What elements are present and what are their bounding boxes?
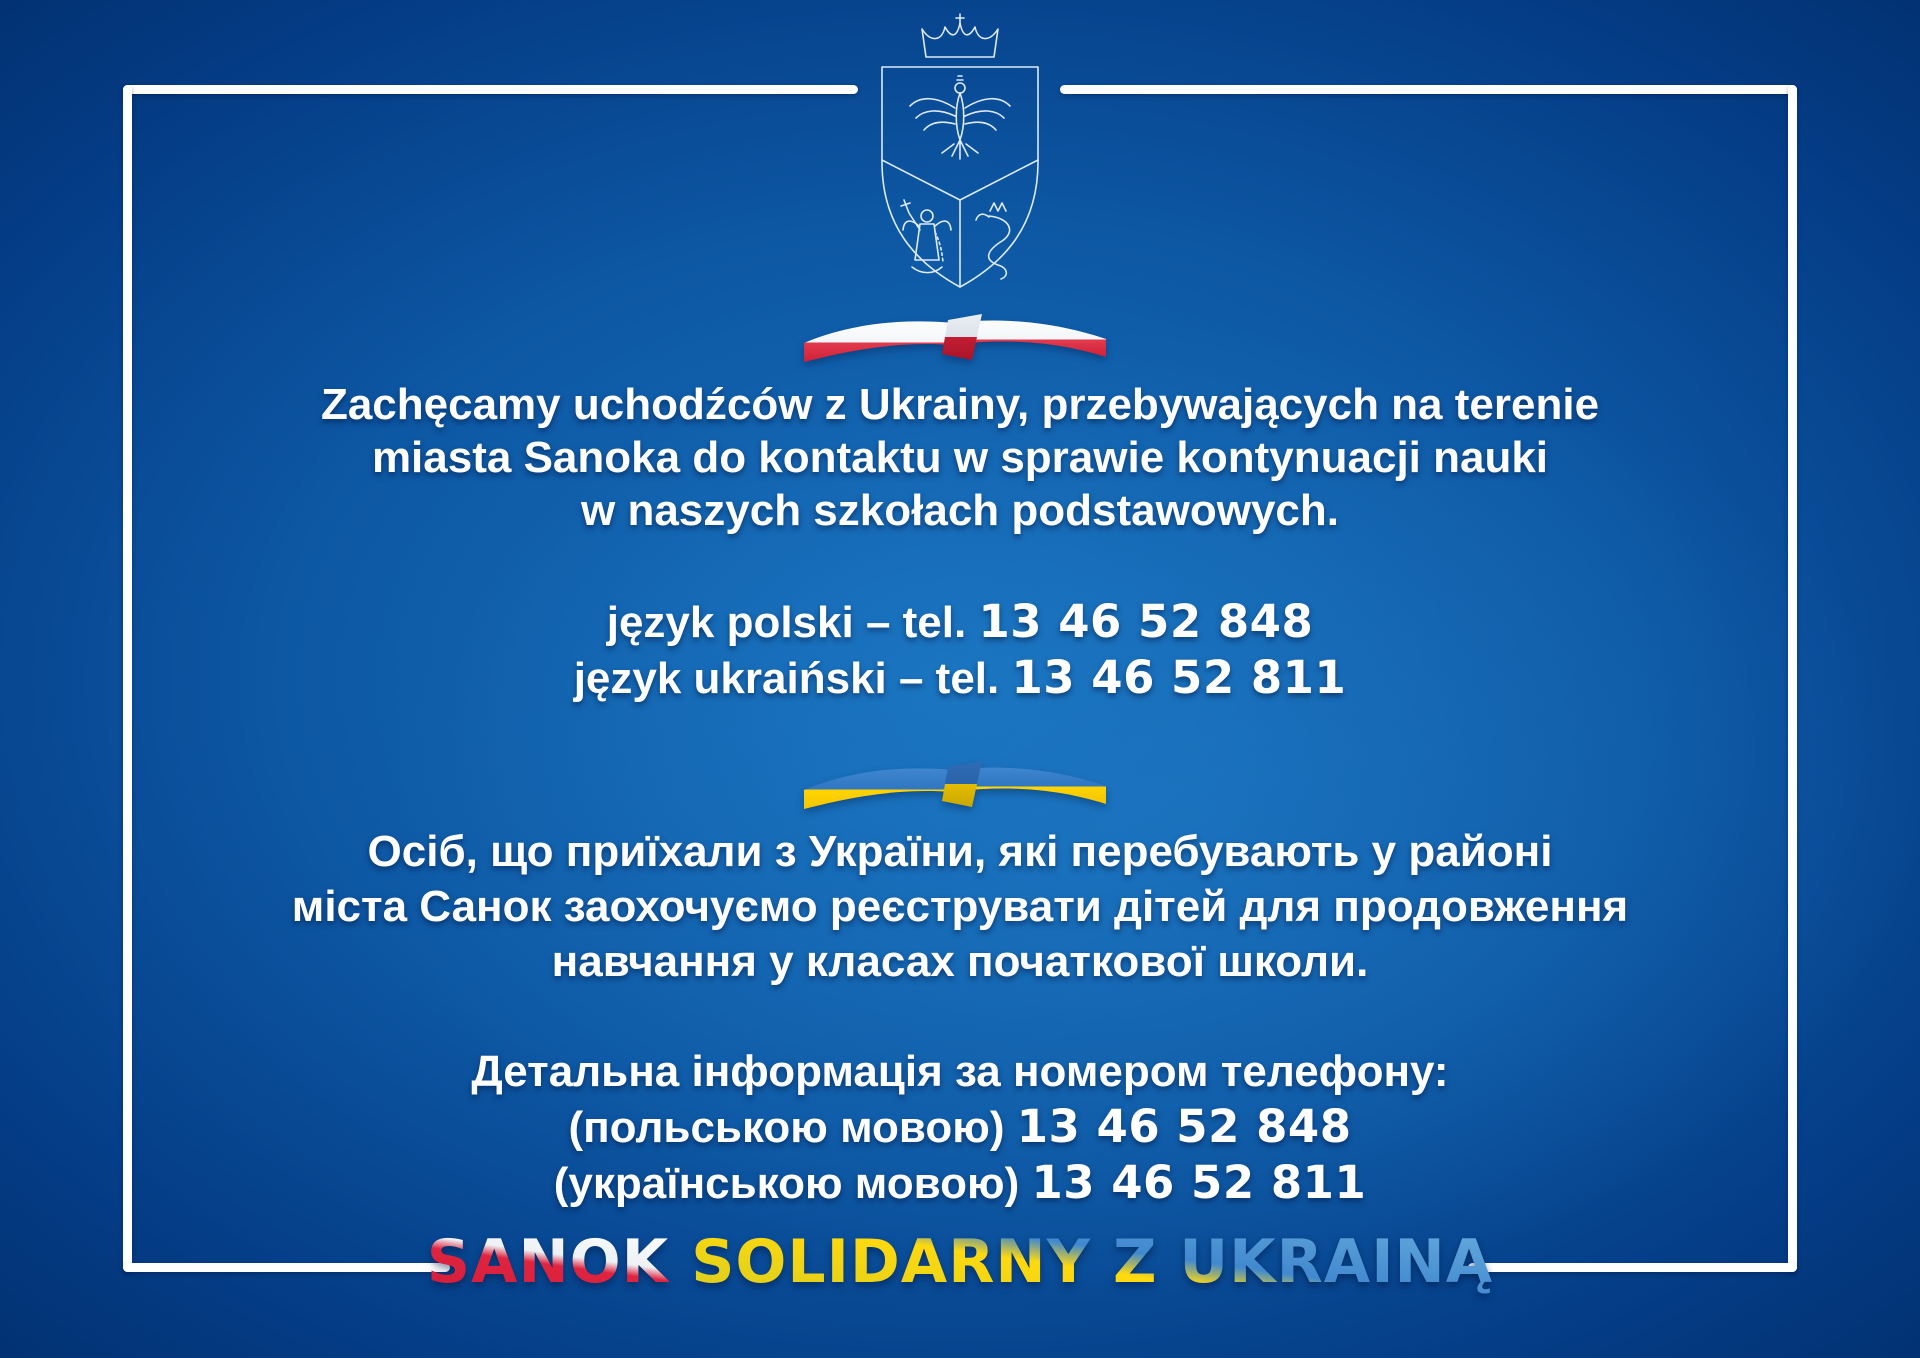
- phone-number: 13 46 52 811: [1011, 651, 1347, 704]
- polish-paragraph: [0, 378, 1920, 537]
- polish-paragraph-line: w naszych szkołach podstawowych.: [581, 486, 1339, 535]
- phone-label: język polski – tel.: [606, 598, 979, 647]
- slogan-solidarny-z-ukraina: SOLIDARNY Z UKRAINĄ: [691, 1222, 1493, 1302]
- phone-line-polish: [0, 1099, 1920, 1155]
- solidarity-slogan: [0, 1222, 1920, 1302]
- ukrainian-paragraph-line: навчання у класах початкової школи.: [551, 937, 1369, 986]
- frame-top-right-segment: [1060, 85, 1797, 94]
- ukrainian-paragraph-line: міста Санок заохочуємо реєструвати дітей для продовження: [291, 882, 1629, 931]
- ukrainian-paragraph: [0, 824, 1920, 989]
- ukrainian-flag-ribbon-icon: [802, 757, 1108, 815]
- phone-line-ukrainian: [0, 1155, 1920, 1211]
- phone-line-polish: [0, 594, 1920, 650]
- polish-phone-lines: [0, 594, 1920, 706]
- frame-top-left-segment: [123, 85, 858, 94]
- info-title: Детальна інформація за номером телефону:: [471, 1047, 1449, 1096]
- slogan-sanok: SANOK: [427, 1222, 669, 1302]
- phone-label: (українською мовою): [553, 1159, 1032, 1208]
- phone-label: język ukraiński – tel.: [573, 654, 1012, 703]
- ukrainian-phone-info: [0, 1044, 1920, 1211]
- phone-number: 13 46 52 848: [978, 595, 1314, 648]
- phone-line-ukrainian: [0, 650, 1920, 706]
- polish-flag-ribbon-icon: [802, 310, 1108, 368]
- phone-label: (польською мовою): [568, 1103, 1017, 1152]
- phone-number: 13 46 52 811: [1031, 1156, 1367, 1209]
- sanok-coat-of-arms-icon: [870, 10, 1050, 295]
- ukrainian-paragraph-line: Осіб, що приїхали з України, які перебувають у районі: [367, 827, 1553, 876]
- polish-paragraph-line: miasta Sanoka do kontaktu w sprawie kontynuacji nauki: [371, 433, 1549, 482]
- polish-paragraph-line: Zachęcamy uchodźców z Ukrainy, przebywających na terenie: [320, 380, 1600, 429]
- phone-number: 13 46 52 848: [1016, 1100, 1352, 1153]
